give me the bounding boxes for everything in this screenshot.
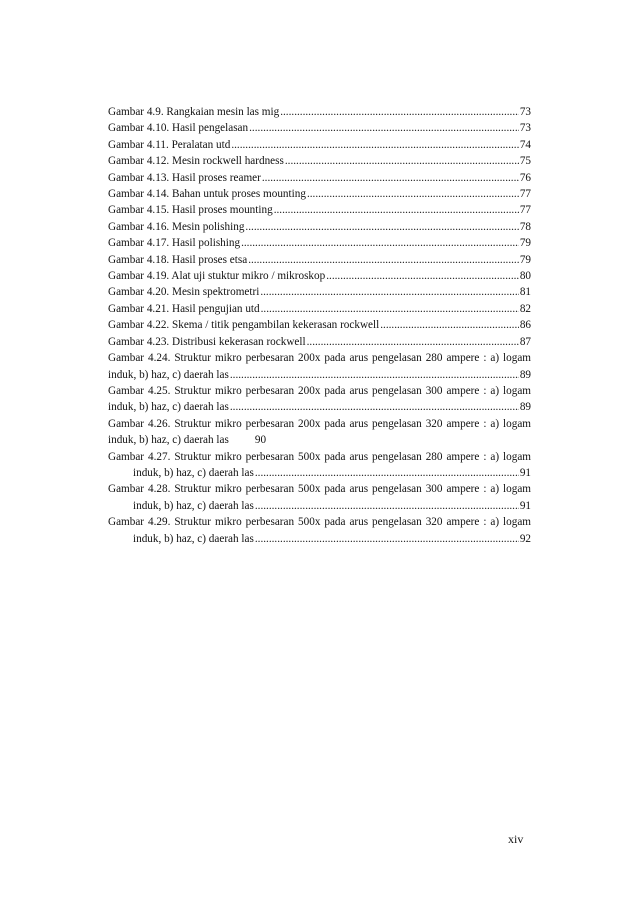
- toc-page-number: 79: [519, 237, 531, 250]
- toc-entry[interactable]: [108, 268, 531, 284]
- toc-page-number: 77: [519, 188, 531, 201]
- toc-caption: Gambar 4.18. Hasil proses etsa: [108, 253, 248, 266]
- toc-caption-line2: induk, b) haz, c) daerah las: [108, 368, 229, 381]
- dot-leader: [274, 202, 519, 218]
- toc-caption: Gambar 4.23. Distribusi kekerasan rockwell: [108, 335, 306, 348]
- toc-caption-line1: Gambar 4.25. Struktur mikro perbesaran 200x pada arus pengelasan 300 ampere : a) logam: [108, 384, 531, 397]
- toc-page-number: 82: [519, 302, 531, 315]
- toc-caption: Gambar 4.14. Bahan untuk proses mounting: [108, 188, 306, 201]
- page-folio: xiv: [508, 832, 524, 846]
- toc-caption-line2: induk, b) haz, c) daerah las: [133, 499, 254, 512]
- dot-leader: [280, 104, 519, 120]
- toc-entry[interactable]: [108, 137, 531, 153]
- dot-leader: [231, 137, 519, 153]
- toc-entry[interactable]: [108, 252, 531, 268]
- toc-caption: Gambar 4.20. Mesin spektrometri: [108, 286, 260, 299]
- toc-caption: Gambar 4.15. Hasil proses mounting: [108, 204, 273, 217]
- toc-entry-wrapped[interactable]: [108, 350, 531, 383]
- list-of-figures: [108, 104, 531, 547]
- toc-page-number: 79: [519, 253, 531, 266]
- dot-leader: [380, 317, 519, 333]
- toc-page-number: 74: [519, 138, 531, 151]
- toc-page-number: 80: [519, 270, 531, 283]
- toc-entry[interactable]: [108, 186, 531, 202]
- toc-caption: Gambar 4.10. Hasil pengelasan: [108, 122, 249, 135]
- toc-caption-line2: induk, b) haz, c) daerah las: [108, 401, 229, 414]
- toc-page-number: 91: [519, 499, 531, 512]
- dot-leader: [230, 399, 519, 415]
- toc-caption-line1: Gambar 4.27. Struktur mikro perbesaran 500x pada arus pengelasan 280 ampere : a) logam: [108, 450, 531, 463]
- dot-leader: [249, 120, 519, 136]
- toc-caption-line1: Gambar 4.28. Struktur mikro perbesaran 500x pada arus pengelasan 300 ampere : a) logam: [108, 483, 531, 496]
- toc-page-number: 89: [519, 368, 531, 381]
- dot-leader: [255, 531, 519, 547]
- dot-leader: [260, 284, 519, 300]
- toc-entry[interactable]: [108, 202, 531, 218]
- dot-leader: [307, 186, 519, 202]
- toc-caption: Gambar 4.17. Hasil polishing: [108, 237, 241, 250]
- toc-page-number: 81: [519, 286, 531, 299]
- toc-page-number: 89: [519, 401, 531, 414]
- toc-entry[interactable]: [108, 301, 531, 317]
- toc-caption: Gambar 4.12. Mesin rockwell hardness: [108, 155, 284, 168]
- toc-entry-wrapped[interactable]: [108, 416, 531, 449]
- toc-caption: Gambar 4.19. Alat uji stuktur mikro / mikroskop: [108, 270, 326, 283]
- dot-leader: [245, 219, 518, 235]
- toc-caption-line1: Gambar 4.26. Struktur mikro perbesaran 200x pada arus pengelasan 320 ampere : a) logam: [108, 417, 531, 430]
- toc-page-number: 86: [519, 319, 531, 332]
- toc-entry-wrapped[interactable]: [108, 481, 531, 514]
- toc-entry[interactable]: [108, 170, 531, 186]
- toc-entry-wrapped[interactable]: [108, 383, 531, 416]
- toc-caption: Gambar 4.13. Hasil proses reamer: [108, 171, 261, 184]
- dot-leader: [248, 252, 519, 268]
- toc-entry[interactable]: [108, 334, 531, 350]
- toc-caption-line2: induk, b) haz, c) daerah las: [133, 532, 254, 545]
- toc-caption-line2: induk, b) haz, c) daerah las: [133, 466, 254, 479]
- toc-entry-wrapped[interactable]: [108, 514, 531, 547]
- dot-leader: [326, 268, 519, 284]
- toc-page-number: 77: [519, 204, 531, 217]
- toc-caption: Gambar 4.22. Skema / titik pengambilan kekerasan rockwell: [108, 319, 380, 332]
- toc-caption-line1: Gambar 4.24. Struktur mikro perbesaran 200x pada arus pengelasan 280 ampere : a) logam: [108, 352, 531, 365]
- toc-caption: Gambar 4.9. Rangkaian mesin las mig: [108, 106, 280, 118]
- toc-page-number: 73: [519, 106, 531, 118]
- toc-page-number: 90: [254, 434, 267, 447]
- toc-caption-line2: induk, b) haz, c) daerah las: [108, 434, 229, 447]
- toc-entry[interactable]: [108, 104, 531, 120]
- dot-leader: [261, 301, 519, 317]
- toc-entry[interactable]: [108, 317, 531, 333]
- toc-caption: Gambar 4.11. Peralatan utd: [108, 138, 231, 151]
- dot-leader: [241, 235, 519, 251]
- dot-leader: [262, 170, 519, 186]
- toc-caption-line1: Gambar 4.29. Struktur mikro perbesaran 500x pada arus pengelasan 320 ampere : a) logam: [108, 516, 531, 529]
- toc-page-number: 76: [519, 171, 531, 184]
- toc-caption: Gambar 4.16. Mesin polishing: [108, 220, 245, 233]
- toc-entry[interactable]: [108, 284, 531, 300]
- toc-caption: Gambar 4.21. Hasil pengujian utd: [108, 302, 260, 315]
- dot-leader: [255, 465, 519, 481]
- toc-entry-wrapped[interactable]: [108, 449, 531, 482]
- toc-entry[interactable]: [108, 120, 531, 136]
- dot-leader: [230, 367, 519, 383]
- toc-entry[interactable]: [108, 219, 531, 235]
- toc-page-number: 73: [519, 122, 531, 135]
- toc-entry[interactable]: [108, 153, 531, 169]
- toc-page-number: 75: [519, 155, 531, 168]
- toc-page-number: 91: [519, 466, 531, 479]
- toc-entry[interactable]: [108, 235, 531, 251]
- dot-leader: [307, 334, 519, 350]
- toc-page-number: 78: [519, 220, 531, 233]
- dot-leader: [285, 153, 519, 169]
- toc-page-number: 87: [519, 335, 531, 348]
- dot-leader: [255, 498, 519, 514]
- toc-page-number: 92: [519, 532, 531, 545]
